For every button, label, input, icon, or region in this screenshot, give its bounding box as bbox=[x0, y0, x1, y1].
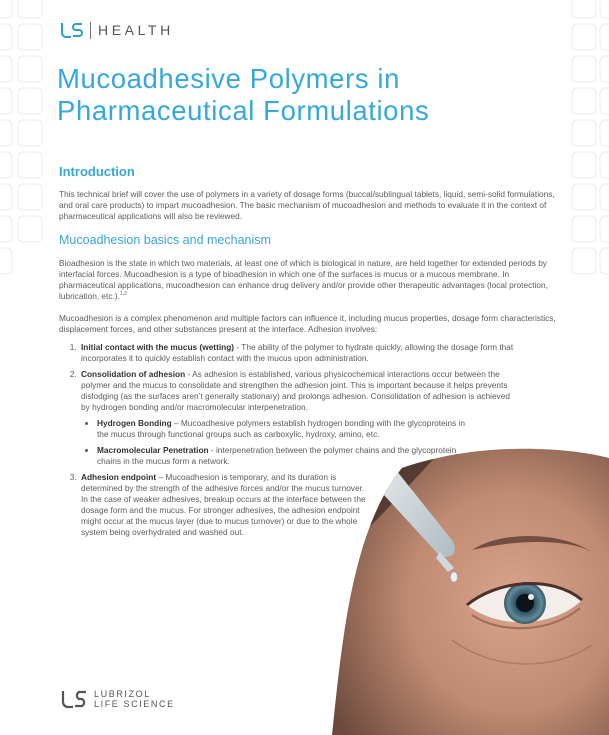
title-line-1: Mucoadhesive Polymers in bbox=[57, 63, 401, 94]
lubrizol-footer-logo-icon bbox=[60, 688, 88, 710]
intro-paragraph: This technical brief will cover the use of polymers in a variety of dosage forms (buccal/sublingual tablets, liquid, semi-solid formulations, and oral care products) to impart mucoadhesion. The basic mechanism of mucoadhesion and methods to evaluate it in the context of pharmaceutical applications will also be reviewed. bbox=[59, 189, 555, 221]
title-line-2: Pharmaceutical Formulations bbox=[57, 95, 430, 126]
company-name bbox=[94, 689, 175, 709]
step-text: – Mucoadhesion is temporary, and its duration is determined by the strength of the adhesive forces and/or the mucus turnover. In the case of weaker adhesives, breakup occurs at the interface between the dosage form and the mucus. For stronger adhesives, the adhesion endpoint might occur at the mucus layer (due to mucus turnover) or due to the whole system being overhydrated and washed out. bbox=[81, 472, 366, 537]
bioadhesion-paragraph bbox=[59, 258, 559, 302]
step-term: Initial contact with the mucus (wetting) bbox=[81, 342, 235, 352]
sub-text: - interpenetration between the polymer chains and the glycoprotein chains in the mucus form a network. bbox=[97, 445, 457, 466]
eye-dropper-photo bbox=[332, 440, 609, 735]
sub-term: Hydrogen Bonding bbox=[97, 418, 172, 428]
intro-heading: Introduction bbox=[59, 164, 135, 179]
step-term: Adhesion endpoint bbox=[81, 472, 157, 482]
company-name-line-1: LUBRIZOL bbox=[94, 689, 151, 699]
page-header bbox=[60, 20, 174, 40]
step-term: Consolidation of adhesion bbox=[81, 369, 186, 379]
sub-term: Macromolecular Penetration bbox=[97, 445, 209, 455]
header-divider bbox=[90, 22, 91, 39]
step-text: - As adhesion is established, various physicochemical interactions occur between the polymer and the mucus to consolidate and strengthen the adhesion joint. This is important because it helps prevents dislodging (as the surfaces aren’t generally stationary) and prolongs adhesion. Consolidation of adhesion is achieved by hydrogen bonding and/or macromolecular interpenetration. bbox=[81, 369, 510, 412]
list-item bbox=[97, 418, 467, 440]
company-name-line-2: LIFE SCIENCE bbox=[94, 699, 175, 709]
list-item bbox=[79, 342, 519, 364]
bioadhesion-text: Bioadhesion is the state in which two materials, at least one of which is biological in nature, are held together for extended periods by interfacial forces. Mucoadhesion is a type of bioadhesion in which one of the surfaces is mucus or a mucous membrane. In pharmaceutical applications, mucoadhesion can enhance drug delivery and/or provide other therapeutic advantages (local protection, lubrication, etc.). bbox=[59, 258, 548, 301]
page-title bbox=[57, 63, 557, 127]
citation-superscript: 1,2 bbox=[119, 291, 127, 298]
header-brand: HEALTH bbox=[98, 22, 174, 38]
sub-text: – Mucoadhesive polymers establish hydrogen bonding with the glycoproteins in the mucus through functional groups such as carboxylic, hydroxy, amino, etc. bbox=[97, 418, 466, 439]
mucoadhesion-paragraph: Mucoadhesion is a complex phenomenon and multiple factors can influence it, including mucus properties, dosage form characteristics, displacement forces, and other substances present at the interface. Adhesion involves: bbox=[59, 313, 556, 334]
lubrizol-logo-icon bbox=[60, 21, 84, 39]
step-text: - The ability of the polymer to hydrate quickly, allowing the dosage form that incorporates it to quickly establish contact with the mucus upon administration. bbox=[81, 342, 514, 363]
basics-heading: Mucoadhesion basics and mechanism bbox=[59, 233, 271, 247]
list-item bbox=[79, 472, 366, 538]
page-footer bbox=[60, 688, 175, 710]
